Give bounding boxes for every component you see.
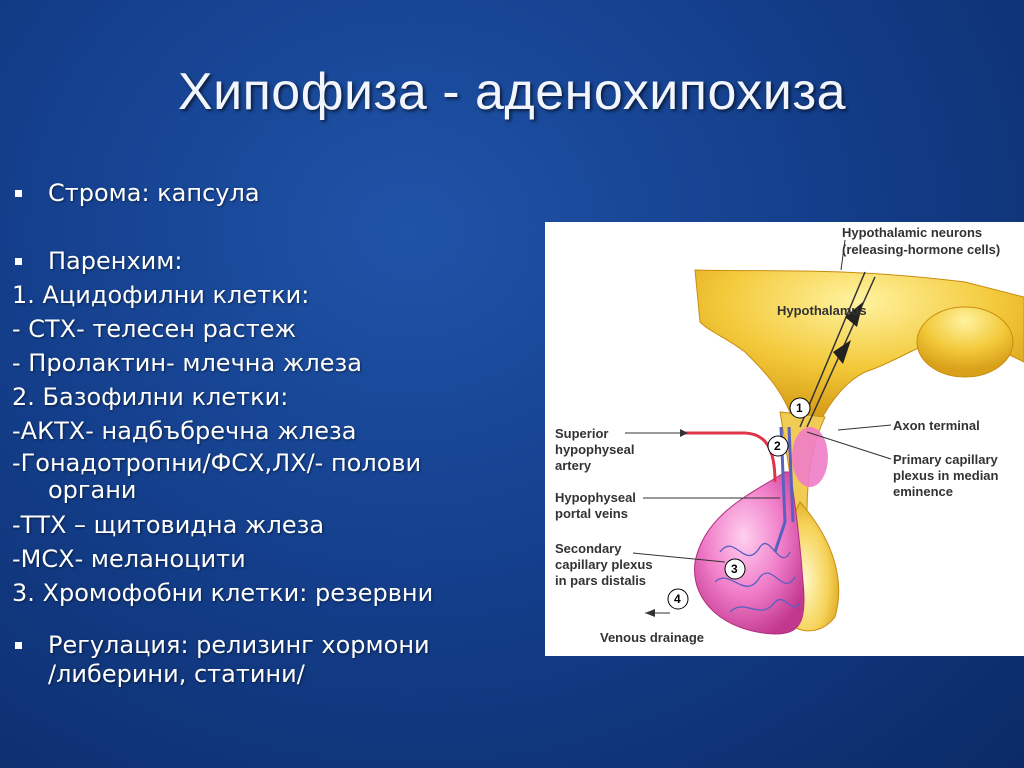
marker-2: 2 (774, 439, 781, 453)
marker-1: 1 (796, 401, 803, 415)
stx-text: - СТХ- телесен растеж (12, 315, 297, 343)
acidophil-text: 1. Ацидофилни клетки: (12, 281, 310, 309)
bullet-icon (15, 258, 22, 265)
label-primary-capillary-3: eminence (893, 484, 953, 499)
label-hypothalamic-neurons: Hypothalamic neurons (842, 225, 983, 240)
anterior-lobe (695, 472, 805, 634)
label-artery: artery (555, 458, 592, 473)
prolactin-text: - Пролактин- млечна жлеза (12, 349, 362, 377)
label-primary-capillary: Primary capillary (893, 452, 998, 467)
list-item (12, 176, 522, 210)
list-item (12, 630, 522, 660)
actx-text: -АКТХ- надбъбречна жлеза (12, 417, 357, 445)
label-secondary: Secondary (555, 541, 622, 556)
label-releasing-hormone-cells: (releasing-hormone cells) (842, 242, 1001, 257)
label-secondary-3: in pars distalis (555, 573, 647, 588)
marker-3: 3 (731, 562, 738, 576)
regulation-text-cont: /либерини, статини/ (48, 660, 305, 688)
marker-4: 4 (674, 592, 681, 606)
msx-text: -МСХ- меланоцити (12, 545, 246, 573)
content-list (12, 176, 522, 688)
gonadotropic-text-cont: органи (48, 476, 137, 504)
label-primary-capillary-2: plexus in median (893, 468, 999, 483)
ttx-text: -ТТХ – щитовидна жлеза (12, 511, 325, 539)
label-hypophyseal: hypophyseal (555, 442, 635, 457)
chromophobe-text: 3. Хромофобни клетки: резервни (12, 579, 434, 607)
regulation-text: Регулация: релизинг хормони (48, 631, 430, 659)
stroma-text: Строма: капсула (48, 179, 260, 207)
bullet-icon (15, 642, 22, 649)
label-venous-drainage: Venous drainage (600, 630, 705, 645)
mammillary-shape (917, 307, 1013, 377)
label-secondary-2: capillary plexus (555, 557, 653, 572)
gonadotropic-text: -Гонадотропни/ФСХ,ЛХ/- полови (12, 449, 422, 477)
label-superior: Superior (555, 426, 609, 441)
pars-tuberalis (792, 427, 828, 487)
parenchyma-text: Паренхим: (48, 247, 183, 275)
slide-title: Хипофиза - аденохипохиза (177, 63, 847, 121)
label-hypothalamus: Hypothalamus (777, 303, 867, 318)
pituitary-diagram-svg (545, 222, 1024, 656)
list-item (12, 244, 522, 278)
pituitary-diagram (545, 222, 1024, 656)
bullet-icon (15, 190, 22, 197)
label-portal-veins: Hypophyseal (555, 490, 636, 505)
label-axon-terminal: Axon terminal (893, 418, 980, 433)
label-portal-veins-2: portal veins (555, 506, 628, 521)
basophil-text: 2. Базофилни клетки: (12, 383, 289, 411)
